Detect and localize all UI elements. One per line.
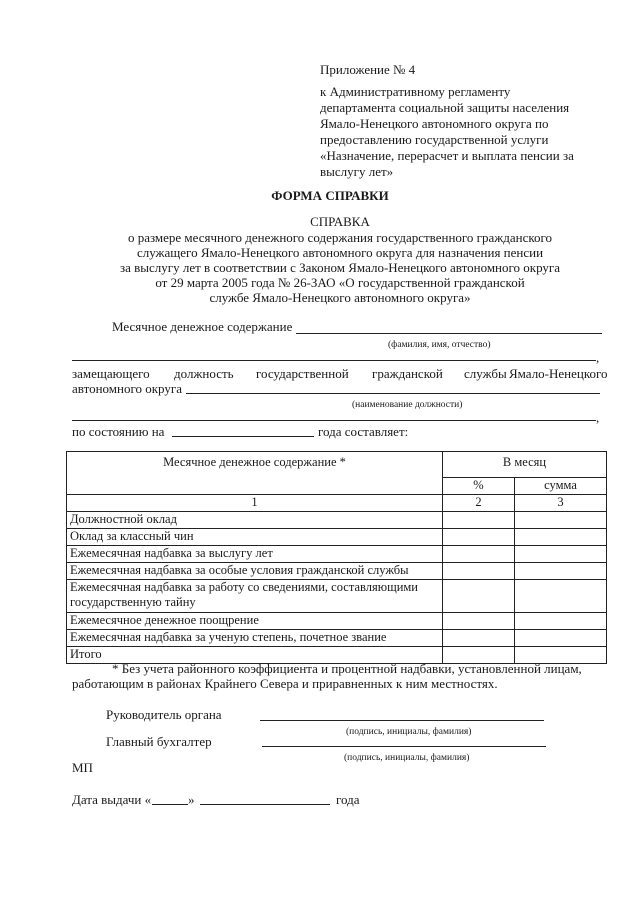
table-row [67,529,607,546]
subtitle-line-1: о размере месячного денежного содержания государственного гражданского [127,230,553,245]
year-amounts-label: года составляет: [318,424,409,439]
sum-cell[interactable] [515,630,607,647]
percent-cell[interactable] [443,563,515,580]
table-row [67,580,607,613]
header-per-month: В месяц [443,452,607,478]
stamp-place: МП [72,760,93,775]
header-monthly-content: Месячное денежное содержание * [67,452,443,495]
col-number-2: 2 [443,495,515,512]
subtitle-line-4: от 29 марта 2005 года № 26-ЗАО «О государственной гражданской [155,275,525,290]
issue-year-label: года [336,792,360,807]
table-number-row [67,495,607,512]
row-label: Ежемесячная надбавка за работу со сведениями, составляющими государственную тайну [67,580,443,613]
sum-cell[interactable] [515,563,607,580]
percent-cell[interactable] [443,613,515,630]
head-signature-caption: (подпись, инициалы, фамилия) [346,727,472,737]
fio-caption: (фамилия, имя, отчество) [388,340,491,350]
table-row [67,563,607,580]
header-line-2: департамента социальной защиты населения [320,100,570,115]
table-row [67,546,607,563]
word-service: службы [464,366,507,381]
position-continuation-field[interactable] [72,420,596,421]
position-field[interactable] [186,393,600,394]
header-line-4: предоставлению государственной услуги [320,132,549,147]
comma-2: , [596,410,600,425]
head-label: Руководитель органа [106,707,222,722]
sum-cell[interactable] [515,512,607,529]
subtitle-line-2: служащего Ямало-Ненецкого автономного округа для назначения пенсии [136,245,544,260]
header-line-1: к Административному регламенту [320,84,511,99]
row-label: Оклад за классный чин [67,529,443,546]
monthly-content-label: Месячное денежное содержание [112,319,293,334]
word-position: должность [174,366,234,381]
row-label: Ежемесячная надбавка за особые условия гражданской службы [67,563,443,580]
position-caption: (наименование должности) [352,400,463,410]
as-of-date-field[interactable] [172,436,314,437]
fio-field[interactable] [296,333,602,334]
okrug-label: автономного округа [72,381,182,396]
table-row [67,613,607,630]
percent-cell[interactable] [443,630,515,647]
sum-cell[interactable] [515,529,607,546]
header-line-5: «Назначение, перерасчет и выплата пенсии за [320,148,574,163]
col-number-3: 3 [515,495,607,512]
sum-cell[interactable] [515,613,607,630]
issue-date-label: Дата выдачи « [72,792,152,807]
word-yamal: Ямало-Ненецкого [509,366,608,381]
issue-month-field[interactable] [200,804,330,805]
table-row [67,630,607,647]
fio-continuation-field[interactable] [72,360,596,361]
comma: , [596,350,600,365]
sum-cell[interactable] [515,580,607,613]
accountant-signature-field[interactable] [262,746,546,747]
salary-table [66,451,607,664]
percent-cell[interactable] [443,512,515,529]
accountant-signature-caption: (подпись, инициалы, фамилия) [344,753,470,763]
table-row [67,512,607,529]
word-replacing: замещающего [72,366,150,381]
percent-cell[interactable] [443,580,515,613]
header-line-6: выслугу лет» [320,164,394,179]
subtitle-line-5: службе Ямало-Ненецкого автономного округа» [209,290,471,305]
table-header-row [67,452,607,478]
row-label: Ежемесячное денежное поощрение [67,613,443,630]
col-number-1: 1 [67,495,443,512]
header-sum: сумма [515,478,607,495]
head-signature-field[interactable] [260,720,544,721]
sum-cell[interactable] [515,546,607,563]
appendix-number: Приложение № 4 [320,62,416,77]
footnote-line-1: * Без учета районного коэффициента и процентной надбавки, установленной лицам, [112,661,582,676]
as-of-label: по состоянию на [72,424,165,439]
accountant-label: Главный бухгалтер [106,734,212,749]
header-line-3: Ямало-Ненецкого автономного округа по [320,116,549,131]
issue-day-field[interactable] [152,804,188,805]
percent-cell[interactable] [443,546,515,563]
footnote-line-2: работающим в районах Крайнего Севера и приравненных к ним местностях. [72,676,498,691]
word-civil: гражданской [372,366,443,381]
subtitle-line-3: за выслугу лет в соответствии с Законом Ямало-Ненецкого автономного округа [119,260,561,275]
row-label: Ежемесячная надбавка за ученую степень, почетное звание [67,630,443,647]
row-label: Итого [67,647,443,664]
percent-cell[interactable] [443,529,515,546]
word-state: государственной [256,366,349,381]
row-label: Ежемесячная надбавка за выслугу лет [67,546,443,563]
issue-quote-close: » [188,792,195,807]
doc-title: СПРАВКА [310,214,370,229]
header-percent: % [443,478,515,495]
form-title: ФОРМА СПРАВКИ [271,188,389,203]
row-label: Должностной оклад [67,512,443,529]
